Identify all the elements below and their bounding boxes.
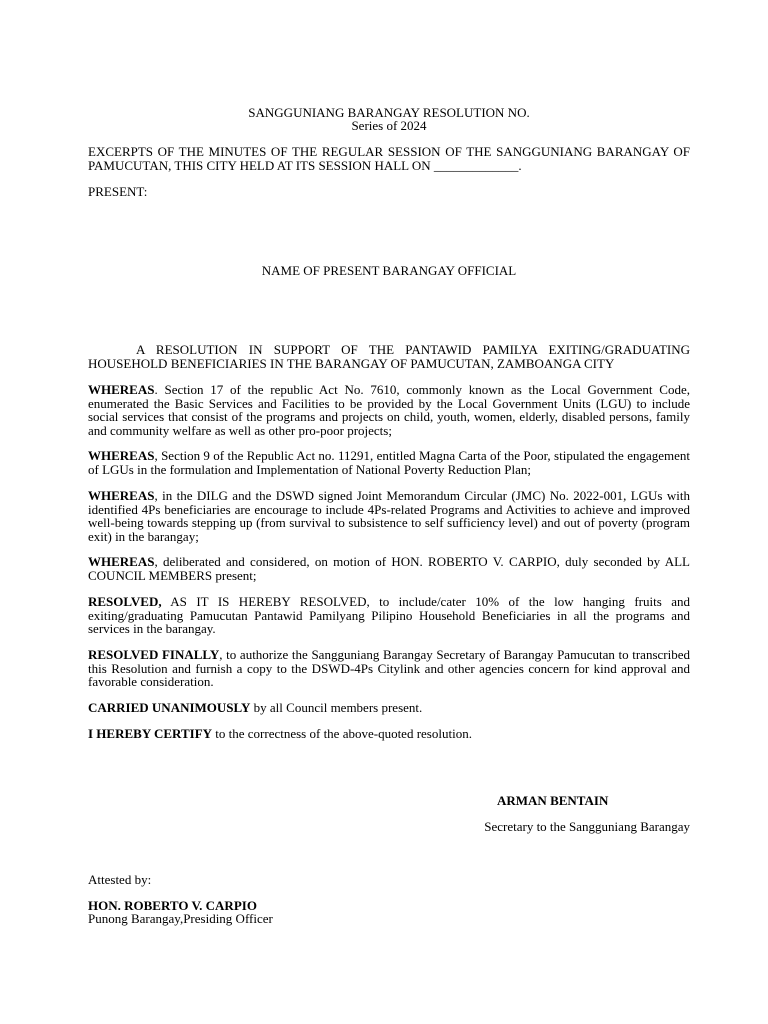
- clause-lead: WHEREAS: [88, 488, 155, 503]
- resolution-number: SANGGUNIANG BARANGAY RESOLUTION NO.: [248, 105, 530, 120]
- whereas-clause-2: [88, 449, 690, 476]
- resolution-title: A RESOLUTION IN SUPPORT OF THE PANTAWID PAMILYA EXITING/GRADUATING HOUSEHOLD BENEFICIARIES IN THE BARANGAY OF PAMUCUTAN, ZAMBOANGA CITY: [88, 342, 690, 371]
- clause-text: , to authorize the Sangguniang Barangay Secretary of Barangay Pamucutan to transcribed this Resolution and furnish a copy to the DSWD-4Ps Citylink and other agencies concern for kind approval and favorable consideration.: [88, 647, 690, 689]
- secretary-title: Secretary to the Sangguniang Barangay: [484, 819, 690, 834]
- carried-unanimously: [88, 701, 690, 715]
- resolved-clause: [88, 595, 690, 636]
- clause-text: AS IT IS HEREBY RESOLVED, to include/cater 10% of the low hanging fruits and exiting/graduating Pamucutan Pantawid Pamilyang Pilipino Household Beneficiaries in all the programs and services in the barangay.: [88, 594, 690, 636]
- clause-text: to the correctness of the above-quoted resolution.: [212, 726, 472, 741]
- present-label: PRESENT:: [88, 184, 148, 199]
- clause-lead: WHEREAS: [88, 554, 155, 569]
- whereas-clause-4: [88, 555, 690, 582]
- whereas-clause-3: [88, 489, 690, 543]
- clause-text: , in the DILG and the DSWD signed Joint Memorandum Circular (JMC) No. 2022-001, LGUs with identified 4Ps beneficiaries are encourage to include 4Ps-related Programs and Activities to achieve and improved well-being towards stepping up (from survival to subsistence to self sufficiency level) and out of poverty (program exit) in the barangay;: [88, 488, 690, 544]
- clause-text: by all Council members present.: [250, 700, 423, 715]
- clause-lead: RESOLVED FINALLY: [88, 647, 220, 662]
- clause-lead: RESOLVED,: [88, 594, 162, 609]
- attested-label: Attested by:: [88, 872, 152, 887]
- resolved-finally-clause: [88, 648, 690, 689]
- officials-placeholder: NAME OF PRESENT BARANGAY OFFICIAL: [261, 263, 517, 278]
- clause-lead: CARRIED UNANIMOUSLY: [88, 700, 251, 715]
- clause-lead: WHEREAS: [88, 382, 155, 397]
- certification: [88, 727, 690, 741]
- whereas-clause-1: [88, 383, 690, 437]
- officer-title: Punong Barangay,Presiding Officer: [88, 911, 273, 926]
- clause-text: . Section 17 of the republic Act No. 7610, commonly known as the Local Government Code, enumerated the Basic Services and Facilities to be provided by the Local Government Units (LGU) to include social services that consist of the programs and projects on child, youth, women, elderly, disabled persons, family and community welfare as well as other pro-poor projects;: [88, 382, 690, 438]
- clause-lead: I HEREBY CERTIFY: [88, 726, 213, 741]
- clause-text: , Section 9 of the Republic Act no. 11291, entitled Magna Carta of the Poor, stipulated the engagement of LGUs in the formulation and Implementation of National Poverty Reduction Plan;: [88, 448, 690, 477]
- clause-text: , deliberated and considered, on motion of HON. ROBERTO V. CARPIO, duly seconded by ALL COUNCIL MEMBERS present;: [88, 554, 690, 583]
- clause-lead: WHEREAS: [88, 448, 155, 463]
- minutes-excerpt: EXCERPTS OF THE MINUTES OF THE REGULAR SESSION OF THE SANGGUNIANG BARANGAY OF PAMUCUTAN, THIS CITY HELD AT ITS SESSION HALL ON _____________.: [88, 144, 690, 173]
- secretary-name: ARMAN BENTAIN: [497, 793, 609, 808]
- officer-name: HON. ROBERTO V. CARPIO: [88, 898, 257, 913]
- resolution-series: Series of 2024: [351, 118, 427, 133]
